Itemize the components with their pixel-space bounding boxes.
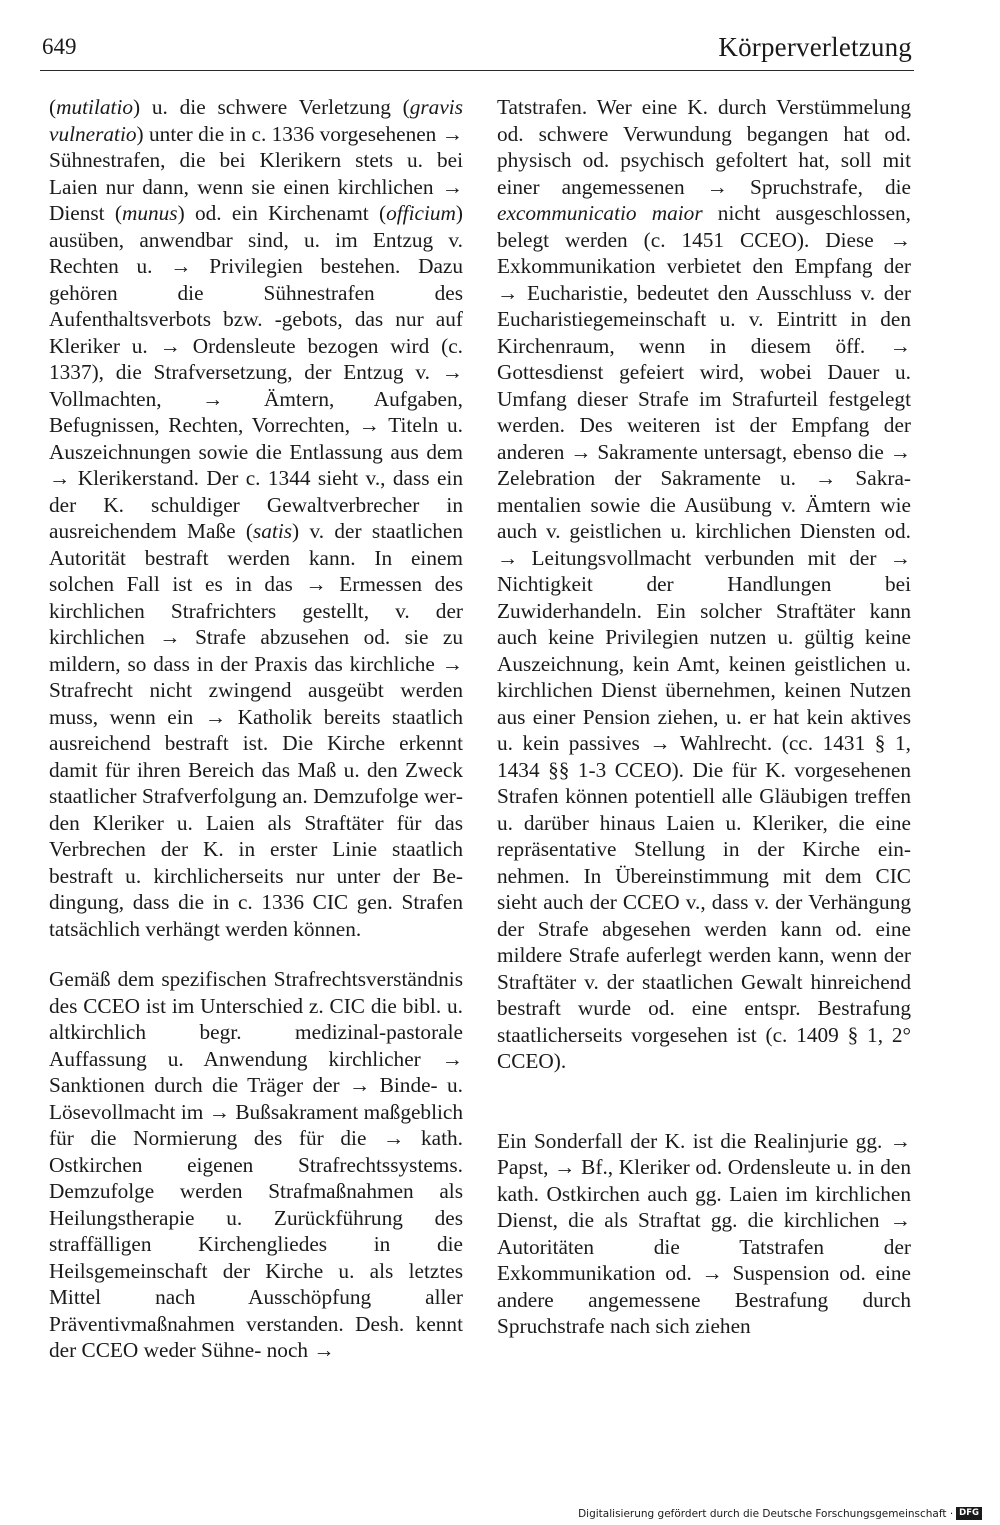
footer-credit: Digitalisierung gefördert durch die Deutsche Forschungsgemeinschaft · xyxy=(578,1507,954,1520)
italic-term: officium xyxy=(386,201,456,225)
right-paragraph-2: Ein Sonderfall der K. ist die Realinjurie gg. → Papst, → Bf., Kleriker od. Ordensleute u. in den kath. Ostkirchen auch gg. Laien im kirchlichen Dienst, die als Straftat gg. die kirchlichen → Autoritäten die Tatstrafen der Exkommunikation od. → Suspension od. eine andere angemessene Bestrafung durch Spruchstrafe nach sich ziehen xyxy=(497,1128,911,1338)
italic-term: munus xyxy=(121,201,178,225)
right-paragraph-1: Tatstrafen. Wer eine K. durch Verstümmelung od. schwere Verwundung begangen hat od. physisch od. psychisch gefoltert hat, soll mit einer angemessenen → Spruchstrafe, die excommunicatio maior nicht ausgeschlossen, belegt werden (c. 1451 CCEO). Diese → Exkommunikation verbietet den Empfang der → Eucharistie, bedeutet den Ausschluss v. der Eucharistiegemeinschaft u. v. Eintritt in den Kirchenraum, wenn in diesem öff. → Gottesdienst gefeiert wird, wobei Dauer u. Umfang dieser Strafe im Strafurteil festgelegt werden. Des weiteren ist der Empfang der anderen → Sakramente untersagt, ebenso die → Zelebration der Sakramente u. → Sakramentalien sowie die Ausübung v. Ämtern wie auch v. geistlichen u. kirchlichen Diensten od. → Leitungsvollmacht verbunden mit der → Nichtigkeit der Handlungen bei Zuwiderhandeln. Ein solcher Straftäter kann auch keine Privilegien nutzen u. gültig keine Auszeichnung, kein Amt, keinen geistlichen u. kirchlichen Dienst übernehmen, keinen Nutzen aus einer Pension ziehen, u. er hat kein aktives u. kein passives → Wahlrecht. (cc. 1431 § 1, 1434 §§ 1-3 CCEO). Die für K. vorgesehenen Strafen können potentiell alle Gläubigen treffen u. darüber hinaus Laien u. Kleriker, die eine repräsentative Stellung in der Kirche einnehmen. In Übereinstimmung mit dem CIC sieht auch der CCEO v., dass v. der Verhängung der Strafe abgesehen werden kann od. eine mildere Strafe auferlegt werden kann, wenn der Straftäter v. der staatlichen Gewalt hinreichend bestraft wurde od. eine entspr. Bestrafung staatlicherseits vorgesehen ist (c. 1409 § 1, 2° CCEO). xyxy=(497,95,911,1073)
header-rule xyxy=(40,70,914,71)
page-number: 649 xyxy=(42,34,77,59)
running-title: Körperverletzung xyxy=(718,32,912,62)
italic-term: gravis vulneratio xyxy=(49,95,463,146)
left-paragraph-2: Gemäß dem spezifischen Strafrechtsverständnis des CCEO ist im Unterschied z. CIC die bibl. u. altkirchlich begr. medizinal-pastorale Auffassung u. Anwendung kirchlicher → Sanktionen durch die Träger der → Binde- u. Lösevollmacht im → Bußsakrament maßgeblich für die Normierung des für die → kath. Ostkirchen eigenen Strafrechtssystems. Demzufolge werden Strafmaßnahmen als Heilungstherapie u. Zurückführung des straffälligen Kirchengliedes in die Heilsgemeinschaft der Kirche u. als letztes Mittel nach Ausschöpfung aller Präventivmaßnahmen verstanden. Desh. kennt der CCEO weder Sühne- noch → xyxy=(49,967,464,1362)
left-column xyxy=(49,94,463,1364)
italic-term: satis xyxy=(252,519,293,543)
right-column xyxy=(497,94,911,1340)
left-paragraph-1: (mutilatio) u. die schwere Verletzung (gravis vulneratio) unter die in c. 1336 vorgesehenen → Sühnestrafen, die bei Klerikern stets u. bei Laien nur dann, wenn sie einen kirchlichen → Dienst (munus) od. ein Kirchenamt (officium) ausüben, anwendbar sind, u. im Entzug v. Rechten u. → Privilegien bestehen. Dazu gehören die Sühnestrafen des Aufenthaltsverbots bzw. -gebots, das nur auf Kleriker u. → Ordensleute bezogen wird (c. 1337), die Strafversetzung, der Entzug v. → Vollmachten, → Ämtern, Aufgaben, Befugnissen, Rechten, Vorrechten, → Titeln u. Auszeichnungen sowie die Entlassung aus dem → Klerikerstand. Der c. 1344 sieht v., dass ein der K. schuldiger Gewaltverbrecher in ausreichendem Maße (satis) v. der staatlichen Autorität bestraft werden kann. In einem solchen Fall ist es in das → Ermessen des kirchlichen Strafrichters gestellt, v. der kirchlichen → Strafe abzusehen od. sie zu mildern, so dass in der Praxis das kirchliche → Strafrecht nicht zwingend ausgeübt werden muss, wenn ein → Katholik bereits staatlich ausreichend bestraft ist. Die Kirche erkennt damit für ihren Bereich das Maß u. den Zweck staatlicher Strafverfolgung an. Demzufolge werden Kleriker u. Laien als Straftäter für das Verbrechen der K. in erster Linie staatlich bestraft u. kirchlicherseits nur unter der Bedingung, dass die in c. 1336 CIC gen. Strafen tatsächlich verhängt werden können. xyxy=(49,95,463,941)
italic-term: excommunicatio maior xyxy=(497,201,703,225)
dfg-logo: DFG xyxy=(956,1507,982,1520)
digitization-footer xyxy=(578,1507,982,1520)
italic-term: mutilatio xyxy=(56,95,134,119)
